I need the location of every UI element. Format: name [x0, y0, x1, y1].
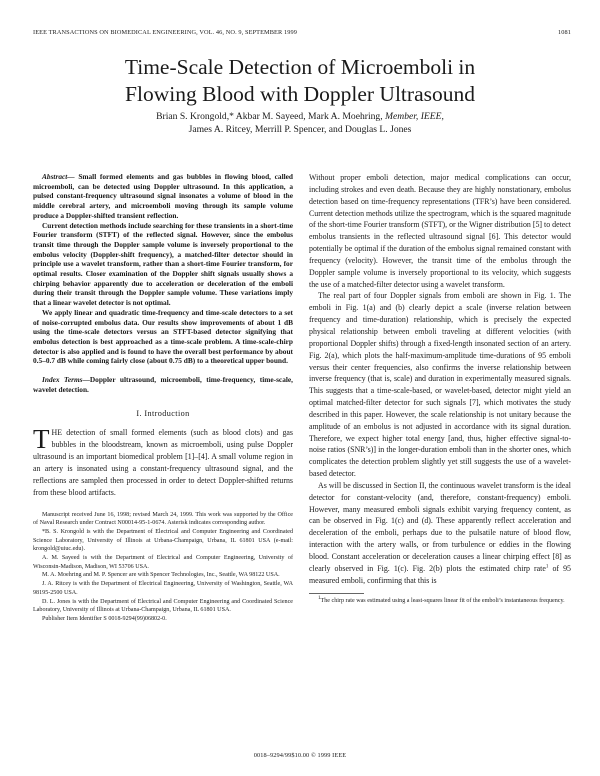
- footnote-mark: 1: [318, 595, 321, 601]
- title-line-2: Flowing Blood with Doppler Ultrasound: [125, 82, 475, 106]
- footnote-jones: D. L. Jones is with the Department of Electrical and Computer Engineering and Coordinated Science Laboratory, University of Illinois at Urbana-Champaign, Urbana, IL 61801 USA.: [33, 598, 293, 614]
- authors-line-1: [40, 110, 560, 123]
- right-paragraph-2: The real part of four Doppler signals from emboli are shown in Fig. 1. The emboli in Fig. 1(a) and (b) clearly depict a scale (inverse relation between frequency and time-duration) relationship, which is precisely the expected physical relationship between emboli traveling at different velocities (with proportional Doppler shifts) through a fixed-length insonated section of an artery. Fig. 2(a), which plots the half-maximum-amplitude time-durations of 95 emboli versus their center frequencies, also confirms the inverse relationship between inverse frequency (that is, scale) and duration in experimentally measured signals. This suggests that a time-scale-based, or wavelet-based, detector might yield an optimal matched-filter detector for such signals [7], which motivates the study described in this paper. However, the scale relationship is not unitary because the amplitude of an embolus is not adjusted in accordance with its signal duration. Therefore, we expect higher total energy [and, thus, higher effective signal-to-noise ratios (SNR’s)] in the longer-duration emboli than in the shorter ones, which complicates the detection problem slightly yet still suggests the use of a wavelet-based detector.: [309, 291, 571, 479]
- author-list: [40, 110, 560, 137]
- footnote-krongold: *B. S. Krongold is with the Department of Electrical and Computer Engineering and Coordinated Science Laboratory, University of Illinois at Urbana-Champaign, Urbana, IL 61801 USA (e-mail: krongold@uiuc.edu).: [33, 528, 293, 553]
- introduction-text-1: HE detection of small formed elements (such as blood clots) and gas bubbles in the bloodstream, known as microemboli, using pulse Doppler ultrasound is an important biomedical problem [1]–[4]. A small volume region in an artery is insonated using a constant-frequency ultrasound signal, and the reflections are sampled then processed in order to detect Doppler-shifted returns from these blood artifacts.: [33, 428, 293, 497]
- introduction-body: [33, 424, 293, 498]
- paper-title: [40, 54, 560, 108]
- chirp-rate-footnote-text: The chirp rate was estimated using a least-squares linear fit of the emboli’s instantaneous frequency.: [320, 597, 565, 604]
- page-number: 1081: [558, 29, 571, 36]
- abstract-paragraph-2: Current detection methods include searching for these transients in a short-time Fourier transform (STFT) of the reflected signal. However, since the embolus transit time through the Doppler sample volume is inversely proportional to the embolus velocity (Doppler-shift frequency), a matched-filter detector should in principle use a wavelet transform, rather than a short-time Fourier transform, for optimal results. Closer examination of the Doppler shift signals usually shows a chirping behavior apparently due to acceleration or deceleration of the emboli during their transit through the Doppler sample volume. These variations imply that a linear wavelet detector is not optimal.: [33, 220, 293, 308]
- abstract: [33, 172, 293, 366]
- right-paragraph-3: [309, 480, 571, 587]
- drop-cap: T: [33, 424, 50, 455]
- index-terms-lead: Index Terms: [42, 375, 83, 385]
- footnote-publisher-id: Publisher Item Identifier S 0018-9294(99)06802-0.: [42, 615, 167, 622]
- footnote-reference: 1: [545, 564, 549, 570]
- abstract-paragraph-1: [33, 172, 293, 221]
- footnote-moehring-spencer: M. A. Moehring and M. P. Spencer are with Spencer Technologies, Inc., Seattle, WA 98122 USA.: [42, 572, 280, 579]
- index-terms-text: —Doppler ultrasound, microemboli, time-frequency, time-scale, wavelet detection.: [33, 375, 293, 394]
- manuscript-footnotes: [33, 511, 293, 624]
- index-terms: [33, 375, 293, 394]
- footnote-manuscript: Manuscript received June 16, 1998; revised March 24, 1999. This work was supported by the Office of Naval Research under Contract N00014-95-1-0674. Asterisk indicates corresponding author.: [33, 511, 293, 527]
- right-column: [309, 172, 571, 605]
- footnote-sayeed: A. M. Sayeed is with the Department of Electrical and Computer Engineering, University of Wisconsin-Madison, Madison, WI 53706 USA.: [33, 555, 293, 570]
- right-paragraph-3-part-b: of 95 measured emboli, confirming that this is: [309, 563, 571, 585]
- title-line-1: Time-Scale Detection of Microemboli in: [124, 55, 476, 79]
- abstract-lead: Abstract—: [42, 172, 75, 181]
- member-designation: Member, IEEE,: [385, 111, 444, 122]
- section-heading-introduction: I. Introduction: [136, 409, 190, 419]
- authors-names: Brian S. Krongold,* Akbar M. Sayeed, Mark A. Moehring,: [156, 111, 386, 122]
- abstract-text-1: Small formed elements and gas bubbles in flowing blood, called microemboli, can be detected using Doppler ultrasound. In this application, a pulsed constant-frequency ultrasound signal insonates a volume of blood in the middle cerebral artery, and microemboli moving through its sample volume produce a Doppler-shifted transient reflection.: [33, 172, 293, 220]
- right-column-body: [309, 172, 571, 587]
- footnote-ritcey: J. A. Ritcey is with the Department of Electrical Engineering, University of Washington, Seattle, WA 98195-2500 USA.: [33, 581, 293, 596]
- authors-line-2: James A. Ritcey, Merrill P. Spencer, and Douglas L. Jones: [188, 124, 412, 136]
- abstract-paragraph-3: We apply linear and quadratic time-frequency and time-scale detectors to a set of noise-corrupted embolus data. Our results show improvements of about 1 dB using the time-scale detectors versus an STFT-based detector signifying that embolus detection is best approached as a time-scale problem. A time-scale-chirp detector is also applied and is found to have the overall best performance by about 0.5–0.7 dB while coming fairly close (about 0.75 dB) to a theoretical upper bound.: [33, 307, 293, 366]
- journal-name: IEEE TRANSACTIONS ON BIOMEDICAL ENGINEERING, VOL. 46, NO. 9, SEPTEMBER 1999: [33, 29, 297, 36]
- right-paragraph-1: Without proper emboli detection, major medical complications can occur, including strokes and even death. Because they are highly nonstationary, embolus detection based on time-frequency representations (TFR’s) have been considered. Current detection methods utilize the spectrogram, which is the squared magnitude of the short-time Fourier transform (STFT), or the Wigner distribution [5] to detect embolus transients in the reflected ultrasound signal [6]. This detector would potentially be optimal if the duration of the embolus signal remained constant with frequency (velocity). However, the transit time of the embolus through the Doppler sample volume is inversely proportional to its velocity, which suggests the use of a matched-filter detector using a wavelet transform.: [309, 173, 571, 289]
- right-paragraph-3-part-a: As will be discussed in Section II, the continuous wavelet transform is the ideal detector for constant-velocity (and, therefore, constant-frequency) emboli. However, many measured emboli signals exhibit varying frequency content, as can be observed in Fig. 1(c) and (d). These apparently reflect acceleration and deceleration of the emboli, perhaps due to the pulsatile nature of blood flow, interaction with the artery walls, or from turbulence or eddies in the flowing blood. Constant acceleration or deceleration causes a linear chirping effect [8] as clearly observed in Fig. 1(c). Fig. 2(b) plots the estimated chirp rate: [309, 480, 571, 573]
- introduction-paragraph-1: [33, 424, 293, 498]
- footnote-divider: [309, 593, 364, 594]
- copyright-line: 0018–9294/99$10.00 © 1999 IEEE: [253, 752, 347, 759]
- chirp-rate-footnote: [309, 597, 571, 606]
- left-column: [33, 172, 293, 624]
